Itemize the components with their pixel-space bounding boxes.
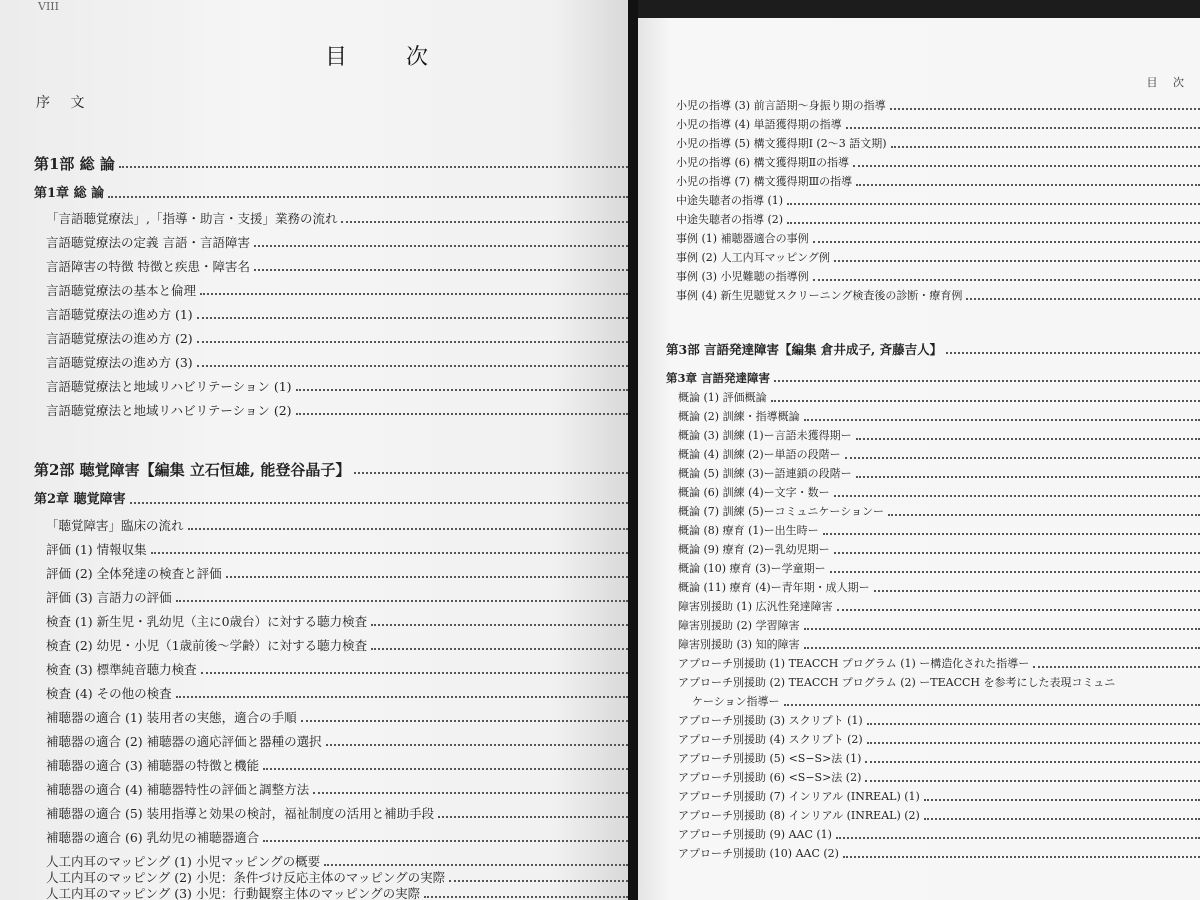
toc-entry	[46, 660, 628, 678]
leader-dots	[424, 896, 628, 898]
toc-entry-text: 概論 (6) 訓練 (4)ー文字・数ー	[678, 486, 830, 499]
toc-entry-text: 障害別援助 (1) 広汎性発達障害	[678, 600, 833, 613]
toc-entry-text: 検査 (1) 新生児・乳幼児（主に0歳台）に対する聴力検査	[46, 614, 368, 629]
toc-entry-text: 言語聴覚療法の進め方 (2)	[46, 331, 193, 346]
toc-entry	[46, 684, 628, 702]
toc-entry-text: 概論 (10) 療育 (3)ー学童期ー	[678, 562, 826, 575]
toc-entry	[46, 281, 628, 299]
leader-dots	[787, 203, 1200, 205]
toc-entry	[678, 711, 1200, 729]
toc-entry	[676, 267, 1200, 285]
toc-entry	[678, 787, 1200, 805]
toc-entry	[676, 96, 1200, 114]
leader-dots	[197, 365, 628, 367]
leader-dots	[787, 222, 1200, 224]
toc-entry-text: 概論 (8) 療育 (1)ー出生時ー	[678, 524, 819, 537]
leader-dots	[946, 352, 1200, 354]
leader-dots	[254, 245, 628, 247]
leader-dots	[263, 768, 628, 770]
leader-dots	[296, 413, 628, 415]
toc-entry-text: アプローチ別援助 (3) スクリプト (1)	[678, 714, 863, 727]
book-gutter	[628, 0, 638, 900]
toc-entry-text: 小児の指導 (6) 構文獲得期Ⅱの指導	[676, 156, 850, 169]
toc-entry-text: 検査 (3) 標準純音聴力検査	[46, 662, 197, 677]
preface-entry: 序 文	[36, 95, 93, 111]
leader-dots	[836, 837, 1200, 839]
toc-entry-text: アプローチ別援助 (4) スクリプト (2)	[678, 733, 863, 746]
toc-entry-text: 概論 (7) 訓練 (5)ーコミュニケーションー	[678, 505, 884, 518]
toc-entry	[678, 578, 1200, 596]
toc-entry-text: 検査 (2) 幼児・小児（1歳前後～学齢）に対する聴力検査	[46, 638, 368, 653]
leader-dots	[874, 590, 1200, 592]
leader-dots	[804, 647, 1200, 649]
leader-dots	[119, 166, 628, 168]
page-folio: VIII	[38, 0, 59, 13]
toc-entry-text: 検査 (4) その他の検査	[46, 686, 172, 701]
leader-dots	[263, 840, 628, 842]
toc-entry	[678, 654, 1200, 672]
leader-dots	[301, 720, 628, 722]
toc-entry-text: 補聴器の適合 (6) 乳幼児の補聴器適合	[46, 830, 260, 845]
toc-entry	[46, 209, 628, 227]
toc-entry	[46, 780, 628, 798]
leader-dots	[890, 108, 1200, 110]
toc-entry-text: 事例 (4) 新生児聴覚スクリーニング検査後の診断・療育例	[676, 289, 963, 302]
leader-dots	[837, 609, 1200, 611]
leader-dots	[771, 400, 1200, 402]
toc-entry	[46, 257, 628, 275]
toc-entry-text: アプローチ別援助 (2) TEACCH プログラム (2) ーTEACCH を参考にした表現コミュニ	[678, 676, 1116, 689]
leader-dots	[438, 816, 628, 818]
toc-entry	[676, 286, 1200, 304]
toc-entry	[678, 597, 1200, 615]
toc-entry-text: 小児の指導 (3) 前言語期～身振り期の指導	[676, 99, 886, 112]
leader-dots	[891, 146, 1200, 148]
leader-dots	[846, 127, 1200, 129]
leader-dots	[853, 165, 1200, 167]
toc-entry-text: 概論 (9) 療育 (2)ー乳幼児期ー	[678, 543, 830, 556]
chapter-1-heading	[34, 184, 628, 202]
toc-entry-text: 障害別援助 (3) 知的障害	[678, 638, 800, 651]
toc-entry	[46, 540, 628, 558]
leader-dots	[449, 880, 628, 882]
toc-entry-text: 評価 (2) 全体発達の検査と評価	[46, 566, 222, 581]
toc-entry-text: 人工内耳のマッピング (3) 小児：行動観察主体のマッピングの実際	[46, 886, 421, 900]
toc-entry-text: アプローチ別援助 (5) <S−S>法 (1)	[678, 752, 862, 765]
leader-dots	[176, 600, 628, 602]
leader-dots	[867, 742, 1200, 744]
leader-dots	[371, 648, 628, 650]
part-1-title: 第1部 総 論	[34, 155, 115, 173]
toc-entry-continuation	[692, 692, 1200, 710]
toc-entry	[678, 464, 1200, 482]
leader-dots	[108, 196, 628, 198]
toc-entry-text: 概論 (1) 評価概論	[678, 391, 767, 404]
leader-dots	[804, 628, 1200, 630]
toc-entry	[46, 636, 628, 654]
toc-entry	[678, 521, 1200, 539]
leader-dots	[200, 293, 628, 295]
toc-entry	[678, 825, 1200, 843]
part-2-heading	[34, 456, 628, 478]
leader-dots	[151, 552, 628, 554]
chapter-3-heading	[666, 368, 1200, 386]
toc-entry	[46, 884, 628, 900]
leader-dots	[845, 457, 1200, 459]
leader-dots	[176, 696, 628, 698]
toc-entry	[678, 635, 1200, 653]
toc-entry	[676, 172, 1200, 190]
leader-dots	[326, 744, 628, 746]
toc-entry-text: 小児の指導 (7) 構文獲得期Ⅲの指導	[676, 175, 853, 188]
chapter-2-title: 第2章 聴覚障害	[34, 492, 126, 507]
leader-dots	[966, 298, 1200, 300]
toc-entry	[676, 115, 1200, 133]
running-header: 目 次	[1146, 76, 1190, 89]
leader-dots	[865, 780, 1200, 782]
toc-entry-text: 言語聴覚療法と地域リハビリテーション (2)	[46, 403, 292, 418]
leader-dots	[865, 761, 1200, 763]
toc-entry	[678, 730, 1200, 748]
toc-entry-text: 言語障害の特徴 特徴と疾患・障害名	[46, 259, 250, 274]
toc-entry	[46, 329, 628, 347]
toc-entry-text: 中途失聴者の指導 (1)	[676, 194, 784, 207]
toc-entry	[676, 153, 1200, 171]
toc-entry	[46, 401, 628, 419]
toc-entry	[678, 844, 1200, 862]
toc-entry	[678, 540, 1200, 558]
toc-entry-text: 補聴器の適合 (3) 補聴器の特徴と機能	[46, 758, 260, 773]
toc-entry-text: アプローチ別援助 (6) <S−S>法 (2)	[678, 771, 862, 784]
leader-dots	[856, 438, 1200, 440]
toc-entry	[678, 616, 1200, 634]
leader-dots	[188, 528, 628, 530]
part-3-heading	[666, 336, 1200, 358]
leader-dots	[813, 279, 1200, 281]
toc-entry-text: 中途失聴者の指導 (2)	[676, 213, 784, 226]
leader-dots	[924, 799, 1200, 801]
toc-entry	[678, 388, 1200, 406]
leader-dots	[867, 723, 1200, 725]
toc-entry	[46, 305, 628, 323]
toc-entry	[46, 756, 628, 774]
toc-entry	[678, 768, 1200, 786]
toc-entry	[46, 564, 628, 582]
toc-entry	[676, 229, 1200, 247]
page-title: 目 次	[325, 45, 454, 70]
toc-entry-text: 言語聴覚療法の進め方 (1)	[46, 307, 193, 322]
toc-entry	[46, 233, 628, 251]
toc-entry	[676, 248, 1200, 266]
toc-entry-text: 補聴器の適合 (4) 補聴器特性の評価と調整方法	[46, 782, 310, 797]
leader-dots	[371, 624, 628, 626]
leader-dots	[856, 184, 1200, 186]
toc-entry-text: 概論 (11) 療育 (4)ー青年期・成人期ー	[678, 581, 870, 594]
leader-dots	[354, 472, 628, 474]
toc-entry-text: 補聴器の適合 (2) 補聴器の適応評価と器種の選択	[46, 734, 322, 749]
leader-dots	[254, 269, 628, 271]
toc-entry-text: 「言語聴覚療法」,「指導・助言・支援」業務の流れ	[46, 211, 338, 226]
toc-entry-text: 事例 (3) 小児難聴の指導例	[676, 270, 809, 283]
chapter-1-title: 第1章 総 論	[34, 186, 105, 201]
toc-entry-text: 概論 (5) 訓練 (3)ー語連鎖の段階ー	[678, 467, 852, 480]
leader-dots	[843, 856, 1200, 858]
leader-dots	[341, 221, 628, 223]
toc-entry-text: 補聴器の適合 (1) 装用者の実態，適合の手順	[46, 710, 297, 725]
toc-entry	[46, 708, 628, 726]
toc-entry-text: ケーション指導ー	[692, 695, 780, 708]
part-3-title: 第3部 言語発達障害【編集 倉井成子, 斉藤吉人】	[666, 342, 943, 357]
toc-entry-text: 小児の指導 (5) 構文獲得期Ⅰ (2～3 語文期)	[676, 137, 887, 150]
leader-dots	[197, 317, 628, 319]
leader-dots	[774, 380, 1200, 382]
toc-entry	[678, 559, 1200, 577]
toc-entry-text: 評価 (3) 言語力の評価	[46, 590, 172, 605]
leader-dots	[834, 260, 1200, 262]
toc-entry-text: 人工内耳のマッピング (2) 小児：条件づけ反応主体のマッピングの実際	[46, 870, 446, 885]
toc-entry	[678, 407, 1200, 425]
leader-dots	[784, 704, 1200, 706]
right-page	[638, 18, 1200, 900]
toc-entry-text: 言語聴覚療法の進め方 (3)	[46, 355, 193, 370]
leader-dots	[834, 495, 1200, 497]
toc-entry-text: 概論 (4) 訓練 (2)ー単語の段階ー	[678, 448, 841, 461]
toc-entry	[678, 673, 1200, 691]
toc-entry-text: アプローチ別援助 (9) AAC (1)	[678, 828, 832, 841]
toc-entry-text: 事例 (2) 人工内耳マッピング例	[676, 251, 830, 264]
toc-entry	[678, 749, 1200, 767]
leader-dots	[201, 672, 628, 674]
toc-entry	[46, 588, 628, 606]
toc-entry	[46, 516, 628, 534]
leader-dots	[856, 476, 1200, 478]
toc-entry	[678, 502, 1200, 520]
toc-entry-text: 言語聴覚療法と地域リハビリテーション (1)	[46, 379, 292, 394]
toc-entry	[46, 377, 628, 395]
toc-entry-text: 「聴覚障害」臨床の流れ	[46, 518, 184, 533]
leader-dots	[804, 419, 1200, 421]
toc-entry-text: 人工内耳のマッピング (1) 小児マッピングの概要	[46, 854, 321, 869]
leader-dots	[1033, 666, 1200, 668]
toc-entry	[46, 353, 628, 371]
toc-entry	[46, 828, 628, 846]
toc-entry-text: 言語聴覚療法の基本と倫理	[46, 283, 197, 298]
toc-entry-text: 障害別援助 (2) 学習障害	[678, 619, 800, 632]
toc-entry-text: アプローチ別援助 (8) インリアル (INREAL) (2)	[678, 809, 920, 822]
chapter-2-heading	[34, 490, 628, 508]
leader-dots	[834, 552, 1200, 554]
leader-dots	[924, 818, 1200, 820]
toc-entry-text: 事例 (1) 補聴器適合の事例	[676, 232, 809, 245]
leader-dots	[197, 341, 628, 343]
leader-dots	[813, 241, 1200, 243]
toc-entry	[678, 483, 1200, 501]
toc-entry	[46, 804, 628, 822]
leader-dots	[830, 571, 1200, 573]
leader-dots	[226, 576, 628, 578]
leader-dots	[296, 389, 628, 391]
leader-dots	[313, 792, 628, 794]
toc-entry-text: 小児の指導 (4) 単語獲得期の指導	[676, 118, 842, 131]
chapter-3-title: 第3章 言語発達障害	[666, 371, 771, 385]
toc-entry	[678, 426, 1200, 444]
toc-entry-text: 言語聴覚療法の定義 言語・言語障害	[46, 235, 250, 250]
part-2-title: 第2部 聴覚障害【編集 立石恒雄, 能登谷晶子】	[34, 461, 351, 479]
toc-entry-text: アプローチ別援助 (7) インリアル (INREAL) (1)	[678, 790, 920, 803]
part-1-heading	[34, 150, 628, 172]
leader-dots	[823, 533, 1200, 535]
toc-entry-text: 補聴器の適合 (5) 装用指導と効果の検討，福祉制度の活用と補助手段	[46, 806, 435, 821]
leader-dots	[324, 864, 628, 866]
leader-dots	[888, 514, 1200, 516]
toc-entry	[678, 806, 1200, 824]
toc-entry	[678, 445, 1200, 463]
toc-entry	[46, 612, 628, 630]
toc-entry	[46, 732, 628, 750]
toc-entry	[676, 191, 1200, 209]
toc-entry	[676, 210, 1200, 228]
leader-dots	[130, 502, 628, 504]
toc-entry	[676, 134, 1200, 152]
toc-entry-text: アプローチ別援助 (10) AAC (2)	[678, 847, 839, 860]
toc-entry-text: 評価 (1) 情報収集	[46, 542, 147, 557]
toc-entry-text: 概論 (3) 訓練 (1)ー言語未獲得期ー	[678, 429, 852, 442]
toc-entry-text: アプローチ別援助 (1) TEACCH プログラム (1) ー構造化された指導ー	[678, 657, 1030, 670]
toc-entry-text: 概論 (2) 訓練・指導概論	[678, 410, 800, 423]
